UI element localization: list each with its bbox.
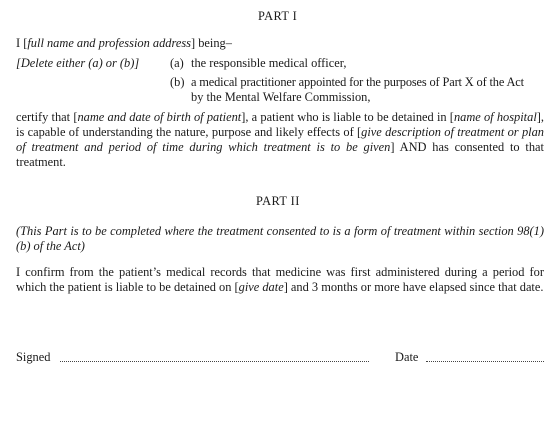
date-line[interactable] [426,361,544,362]
signed-label: Signed [16,350,51,364]
option-b-marker: (b) [170,75,185,89]
intro-italic: full name and profession address [27,36,191,50]
delete-note: [Delete either (a) or (b)] [16,56,140,70]
part-2-note: (This Part is to be completed where the treatment consented to is a form of treatment within section 98(1)(b) of the Act) [16,224,544,253]
date-label: Date [395,350,419,364]
part-1-heading: PART I [258,9,298,23]
certify-paragraph: certify that [name and date of birth of patient], a patient who is liable to be detained in [name of hospital], is capable of understanding the nature, purpose and likely effects of [give description of treatment or plan of treatment and period of time during which treatment is to be given] AND has consented to that treatment. [16,110,545,169]
option-a-text: the responsible medical officer, [191,56,347,70]
signed-line[interactable] [60,361,369,362]
option-b-line-1: a medical practitioner appointed for the purposes of Part X of the Act [191,75,524,89]
option-b-line-2: by the Mental Welfare Commission, [191,90,371,104]
confirm-paragraph: I confirm from the patient’s medical records that medicine was first administered during a period for which the patient is liable to be detained on [give date] and 3 months or more have elapsed since that date. [16,265,544,294]
intro-line [16,36,232,51]
intro-pre: I [ [16,36,28,50]
part-2-heading: PART II [256,194,300,208]
intro-post: ] being– [190,36,232,50]
option-a-marker: (a) [170,56,184,70]
